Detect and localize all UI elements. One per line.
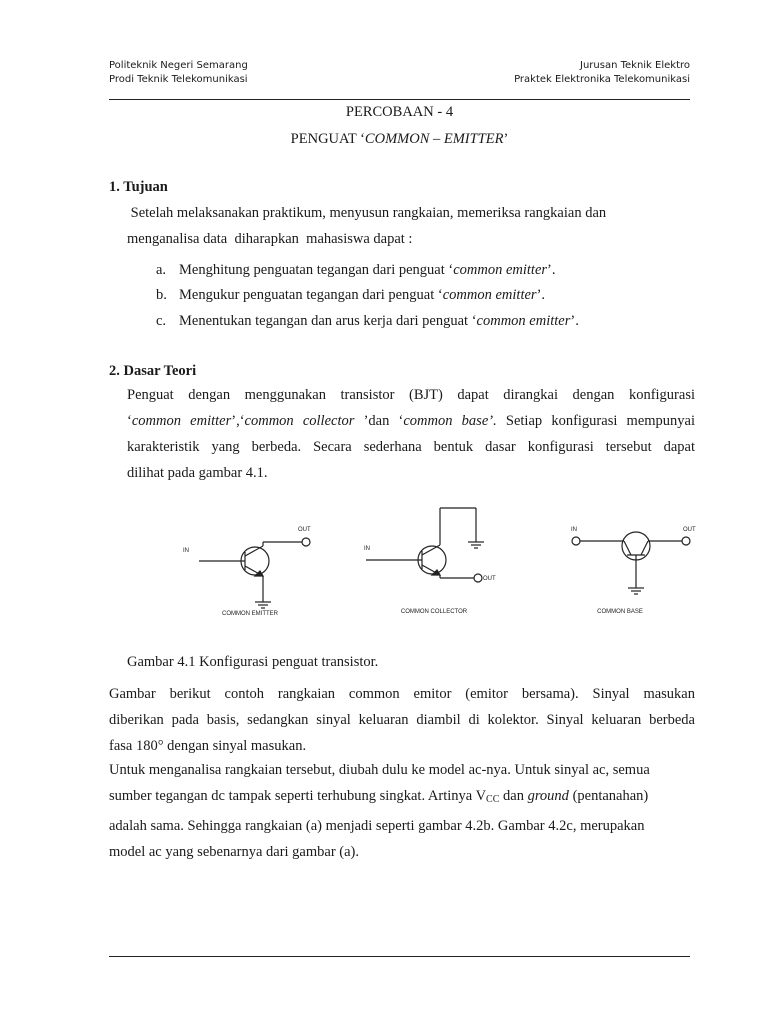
- vcc-subscript: CC: [486, 794, 500, 805]
- subtitle-prefix: PENGUAT ‘: [290, 131, 365, 147]
- subtitle-suffix: ’: [503, 131, 509, 147]
- paragraph-line: [127, 408, 695, 434]
- paragraph-line: Gambar berikut contoh rangkaian common emitor (emitor bersama). Sinyal masukan: [109, 686, 695, 702]
- list-marker: b.: [156, 287, 167, 303]
- text-run: Setiap konfigurasi mempunyai: [496, 413, 696, 429]
- paragraph-line: model ac yang sebenarnya dari gambar (a).: [109, 844, 360, 860]
- common-base-circuit: [572, 532, 690, 594]
- text-italic: ground: [527, 788, 569, 804]
- caption-common-collector: COMMON COLLECTOR: [400, 609, 468, 615]
- paragraph-line: diberikan pada basis, sedangkan sinyal keluaran diambil di kolektor. Sinyal keluaran berbeda: [109, 712, 695, 728]
- cc-out-label: OUT: [483, 576, 496, 582]
- text-run: ‘: [127, 413, 132, 429]
- figure-transistor-configurations: [0, 495, 768, 620]
- common-collector-circuit: [366, 508, 484, 582]
- cb-in-label: IN: [571, 527, 577, 533]
- ce-in-label: IN: [183, 548, 189, 554]
- department-name: Jurusan Teknik Elektro: [580, 60, 690, 71]
- text-run: dan: [499, 788, 528, 804]
- paragraph-line: adalah sama. Sehingga rangkaian (a) menjadi seperti gambar 4.2b. Gambar 4.2c, merupakan: [109, 818, 645, 834]
- text-run: ’dan ‘: [354, 413, 404, 429]
- common-emitter-circuit: [199, 538, 310, 608]
- text-italic: common collector: [244, 413, 355, 429]
- institution-name: Politeknik Negeri Semarang: [109, 60, 248, 71]
- list-text-italic: common emitter: [476, 313, 571, 329]
- text-italic: common base’.: [403, 413, 497, 429]
- section-heading-dasar-teori: 2. Dasar Teori: [109, 363, 197, 379]
- paragraph-ac-model: [109, 757, 690, 865]
- list-marker: a.: [156, 262, 167, 278]
- cc-in-label: IN: [364, 546, 370, 552]
- experiment-title: PERCOBAAN - 4: [345, 104, 454, 120]
- paragraph-line: fasa 180° dengan sinyal masukan.: [109, 738, 307, 754]
- paragraph-line: Untuk menganalisa rangkaian tersebut, diubah dulu ke model ac-nya. Untuk sinyal ac, semua: [109, 762, 650, 778]
- experiment-subtitle: [109, 131, 690, 148]
- header-right: [514, 59, 690, 87]
- caption-common-base: COMMON BASE: [597, 609, 643, 615]
- figure-caption: Gambar 4.1 Konfigurasi penguat transistor.: [127, 654, 379, 670]
- list-text-plain: Mengukur penguatan tegangan dari penguat ‘: [179, 287, 443, 303]
- paragraph-line: karakteristik yang berbeda. Secara sederhana bentuk dasar konfigurasi tersebut dapat: [127, 439, 695, 455]
- list-text-plain: Menghitung penguatan tegangan dari penguat ‘: [179, 262, 454, 278]
- paragraph-line: dilihat pada gambar 4.1.: [127, 465, 268, 481]
- dasar-teori-paragraph: [127, 382, 695, 486]
- list-text-plain: Menentukan tegangan dan arus kerja dari penguat ‘: [179, 313, 477, 329]
- text-italic: common emitter: [131, 413, 232, 429]
- intro-line: Setelah melaksanakan praktikum, menyusun rangkaian, memeriksa rangkaian dan: [127, 205, 607, 221]
- course-name: Praktek Elektronika Telekomunikasi: [514, 74, 690, 85]
- list-text-italic: common emitter: [453, 262, 548, 278]
- list-marker: c.: [156, 313, 167, 329]
- list-text: [179, 313, 579, 330]
- subtitle-italic: COMMON – EMITTER: [364, 131, 504, 147]
- list-text: [179, 262, 556, 279]
- header-rule: [109, 99, 690, 100]
- list-text-end: ’.: [570, 313, 579, 329]
- text-run: sumber tegangan dc tampak seperti terhubung singkat. Artinya V: [109, 788, 487, 804]
- list-text: [179, 287, 545, 304]
- tujuan-intro: [127, 200, 690, 252]
- program-name: Prodi Teknik Telekomunikasi: [109, 74, 248, 85]
- paragraph-common-emitor: [109, 681, 695, 759]
- text-run: (pentanahan): [568, 788, 649, 804]
- footer-rule: [109, 956, 690, 957]
- cb-out-label: OUT: [683, 527, 696, 533]
- header-left: [109, 59, 248, 87]
- list-text-italic: common emitter: [442, 287, 537, 303]
- paragraph-line: Penguat dengan menggunakan transistor (BJT) dapat dirangkai dengan konfigurasi: [127, 387, 695, 403]
- section-heading-tujuan: 1. Tujuan: [109, 179, 168, 195]
- list-text-end: ’.: [536, 287, 546, 303]
- intro-line: menganalisa data diharapkan mahasiswa dapat :: [127, 231, 413, 247]
- paragraph-line: [109, 783, 690, 813]
- caption-common-emitter: COMMON EMITTER: [222, 611, 278, 617]
- ce-out-label: OUT: [298, 527, 311, 533]
- list-text-end: ’.: [547, 262, 556, 278]
- text-run: ’,‘: [231, 413, 245, 429]
